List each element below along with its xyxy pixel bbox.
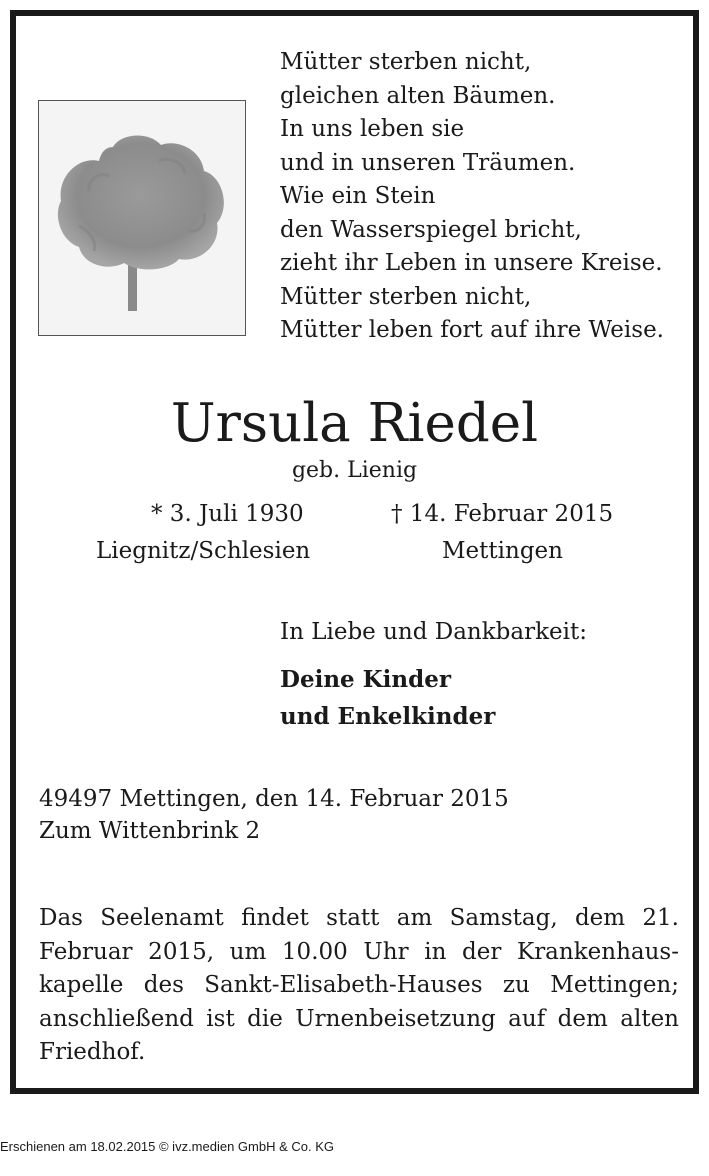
- service-info: Das Seelenamt findet statt am Samstag, dem 21. Februar 2015, um 10.00 Uhr in der Krankenhauskapelle des Sankt-Elisabeth-Hauses zu Mettingen; anschließend ist die Urnenbeisetzung auf dem alten Friedhof.: [39, 905, 679, 1065]
- poem-line: und in unseren Träumen.: [280, 149, 576, 176]
- poem: [280, 46, 690, 348]
- thanks-text: In Liebe und Dankbarkeit:: [280, 619, 587, 645]
- poem-line: In uns leben sie: [280, 116, 465, 142]
- poem-line: Mütter leben fort auf ihre Weise.: [280, 317, 664, 343]
- address: [39, 783, 509, 847]
- birth-place: Liegnitz/Schlesien: [96, 538, 311, 564]
- address-line: 49497 Mettingen, den 14. Februar 2015: [39, 786, 509, 812]
- poem-line: Mütter sterben nicht,: [280, 49, 532, 75]
- poem-line: Wie ein Stein: [280, 183, 436, 209]
- poem-line: zieht ihr Leben in unsere Kreise.: [280, 250, 663, 276]
- maiden-name: geb. Lienig: [291, 458, 418, 483]
- tree-icon: [39, 101, 245, 335]
- tree-image: [38, 100, 246, 336]
- signer-line: und Enkelkinder: [280, 703, 496, 730]
- death-place: Mettingen: [442, 538, 563, 564]
- poem-line: Mütter sterben nicht,: [280, 283, 532, 310]
- poem-line: den Wasserspiegel bricht,: [280, 216, 582, 243]
- birth-info: [96, 496, 396, 570]
- signer-line: Deine Kinder: [280, 666, 451, 693]
- deceased-name: Ursula Riedel: [170, 393, 539, 454]
- address-line: Zum Wittenbrink 2: [39, 818, 261, 844]
- death-info: [376, 496, 636, 570]
- publication-footer: Erschienen am 18.02.2015 © ivz.medien GmbH & Co. KG: [0, 1139, 335, 1154]
- death-date: † 14. Februar 2015: [391, 501, 614, 527]
- poem-line: gleichen alten Bäumen.: [280, 82, 556, 109]
- signers: [280, 661, 495, 735]
- birth-date: * 3. Juli 1930: [151, 501, 304, 527]
- obituary-notice: [10, 10, 699, 1094]
